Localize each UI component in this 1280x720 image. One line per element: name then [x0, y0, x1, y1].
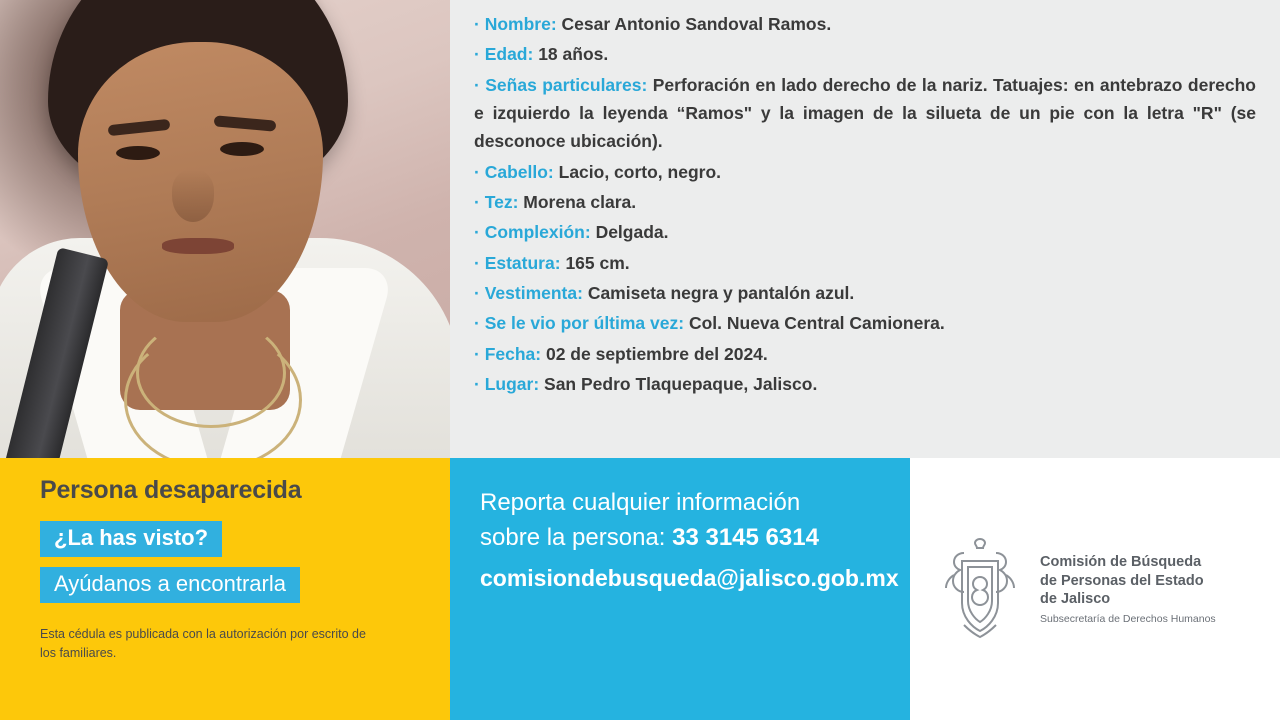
detail-value: Perforación en lado derecho de la nariz. Tatuajes: en antebrazo derecho e izquierdo la leyenda “Ramos" y la imagen de la silueta de un pie con la letra "R" (se desconoce ubicación). [474, 74, 1256, 152]
detail-row-ultima-vez [474, 309, 1256, 337]
banner-title: Persona desaparecida [40, 476, 302, 504]
bullet-icon: · [474, 313, 480, 334]
detail-row-edad [474, 40, 1256, 68]
photo-nose [172, 170, 214, 222]
detail-value: 18 años. [538, 44, 609, 65]
org-line-2: de Personas del Estado [1040, 572, 1204, 589]
details-panel [450, 0, 1280, 458]
detail-value: Camiseta negra y pantalón azul. [587, 283, 855, 304]
person-photo [0, 0, 450, 458]
detail-row-cabello [474, 158, 1256, 186]
bullet-icon: · [474, 14, 480, 34]
bullet-icon: · [474, 343, 480, 364]
detail-value: Lacio, corto, negro. [558, 161, 722, 182]
report-email[interactable]: comisiondebusqueda@jalisco.gob.mx [480, 564, 899, 591]
detail-value: 02 de septiembre del 2024. [545, 343, 768, 364]
photo-eye-left [116, 146, 160, 160]
detail-row-fecha [474, 340, 1256, 368]
org-line-1: Comisión de Búsqueda [1040, 554, 1202, 571]
bullet-icon: · [474, 283, 480, 304]
detail-value: Cesar Antonio Sandoval Ramos. [561, 14, 832, 34]
banner-help-pill: Ayúdanos a encontrarla [40, 567, 300, 603]
coat-of-arms-icon [934, 531, 1026, 648]
detail-label: Complexión: [484, 222, 591, 243]
report-line2-prefix: sobre la persona: [480, 523, 673, 551]
organization-block [910, 458, 1280, 720]
detail-label: Edad: [484, 44, 534, 65]
detail-label: Estatura: [484, 252, 561, 273]
report-footer [450, 458, 1280, 720]
bullet-icon: · [474, 44, 480, 65]
detail-label: Fecha: [484, 343, 542, 364]
detail-label: Tez: [484, 192, 519, 213]
org-subtitle: Subsecretaría de Derechos Humanos [1040, 612, 1216, 625]
detail-label: Vestimenta: [484, 283, 583, 304]
photo-necklace-outer [124, 330, 302, 458]
detail-label: Se le vio por última vez: [484, 313, 685, 334]
organization-name [1040, 553, 1216, 625]
detail-row-lugar [474, 370, 1256, 398]
photo-image [0, 0, 450, 458]
bullet-icon: · [474, 74, 480, 95]
detail-label: Cabello: [484, 161, 554, 182]
report-phone[interactable]: 33 3145 6314 [672, 523, 819, 551]
detail-label: Lugar: [484, 374, 540, 395]
detail-row-estatura [474, 249, 1256, 277]
banner-disclaimer: Esta cédula es publicada con la autorización por escrito de los familiares. [40, 627, 366, 660]
detail-value: Delgada. [595, 222, 669, 243]
detail-value: 165 cm. [565, 252, 630, 273]
photo-mouth [162, 238, 234, 254]
bullet-icon: · [474, 222, 480, 243]
bullet-icon: · [474, 252, 480, 273]
report-line1: Reporta cualquier información [480, 489, 801, 516]
missing-banner [0, 458, 450, 720]
photo-eye-right [220, 142, 264, 156]
detail-row-complexion [474, 218, 1256, 246]
detail-row-vestimenta [474, 279, 1256, 307]
detail-row-senas-particulares [474, 71, 1256, 156]
detail-value: Col. Nueva Central Camionera. [688, 313, 945, 334]
bullet-icon: · [474, 374, 480, 395]
org-line-3: de Jalisco [1040, 591, 1111, 608]
bullet-icon: · [474, 192, 480, 213]
bullet-icon: · [474, 161, 480, 182]
report-contact-block [450, 458, 910, 720]
detail-value: Morena clara. [523, 192, 637, 213]
banner-question-pill: ¿La has visto? [40, 521, 222, 557]
detail-row-nombre [474, 10, 1256, 38]
detail-row-tez [474, 188, 1256, 216]
detail-label: Nombre: [484, 14, 557, 34]
detail-label: Señas particulares: [485, 74, 648, 95]
detail-value: San Pedro Tlaquepaque, Jalisco. [544, 374, 818, 395]
